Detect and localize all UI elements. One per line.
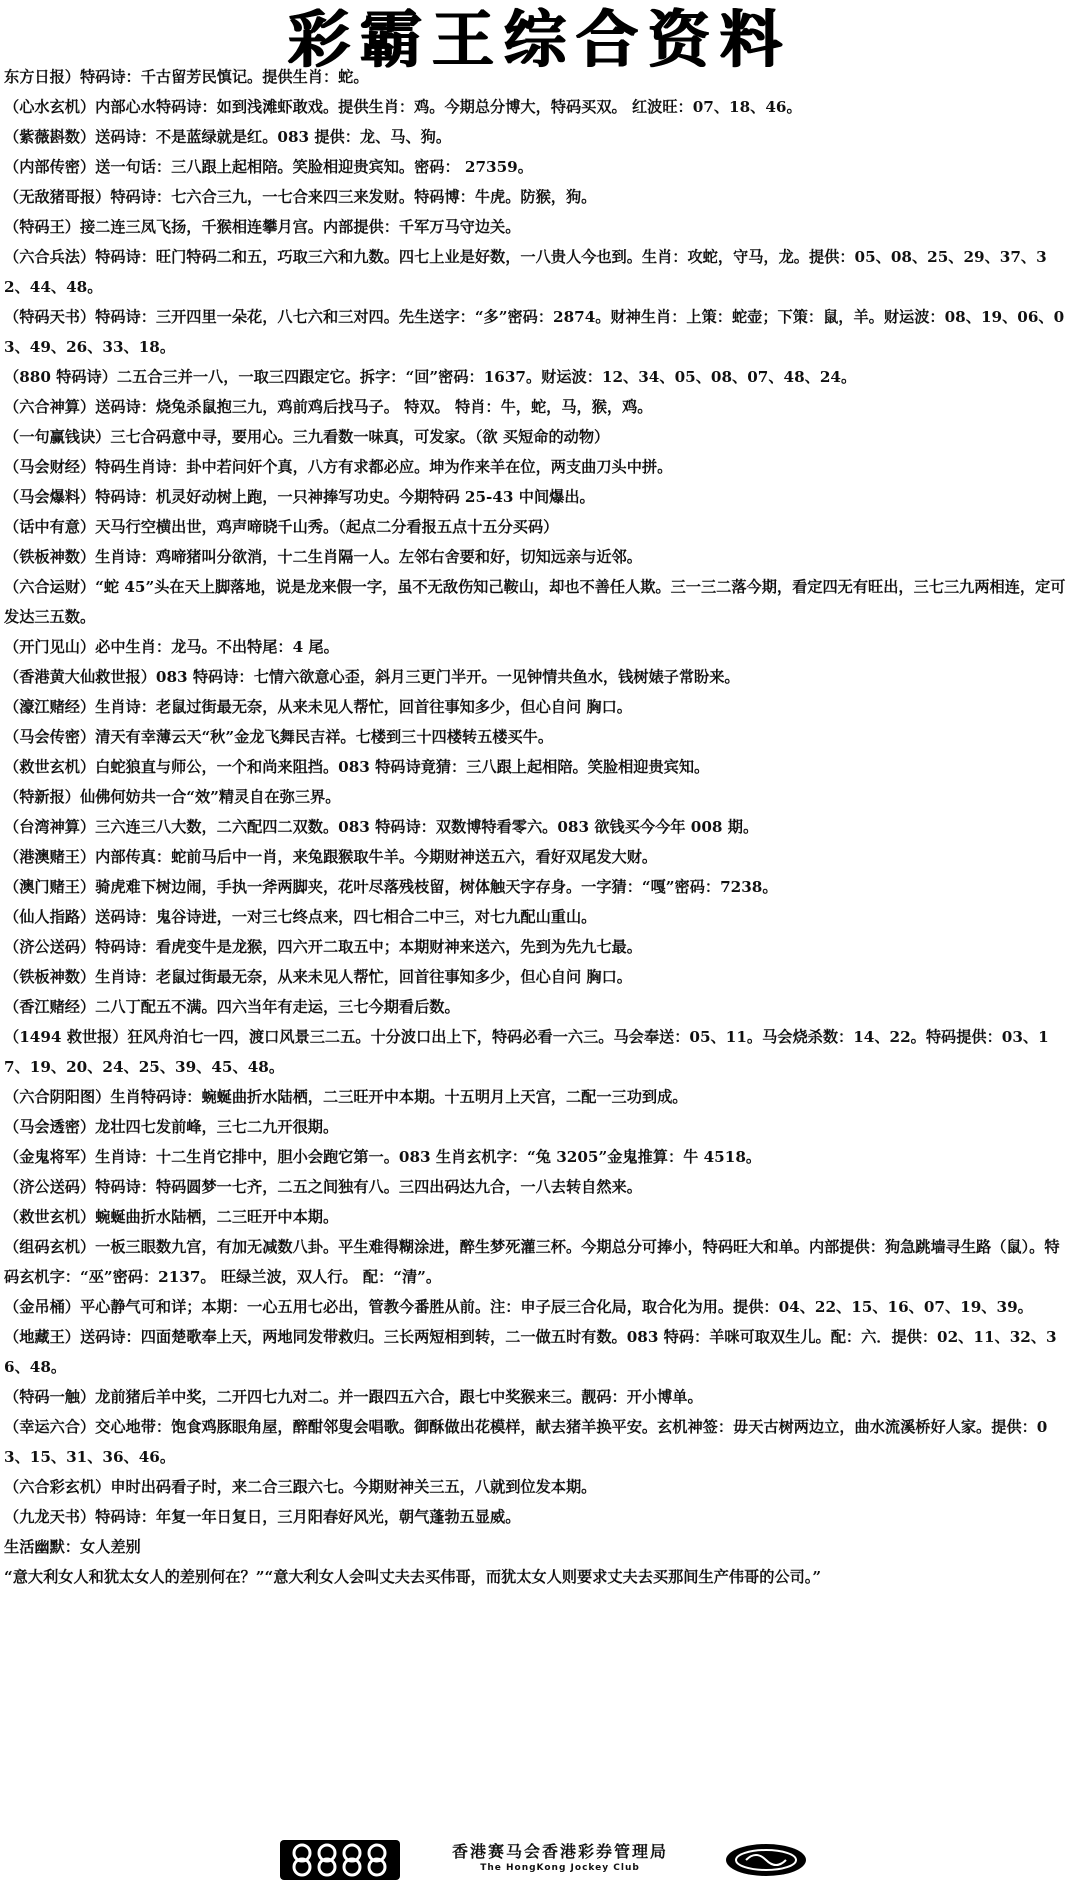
text-line: （金鬼将军）生肖诗：十二生肖它排中，胆小会跑它第一。083 生肖玄机字：“兔 3205”金鬼推算：牛 4518。 [4,1148,762,1166]
text-line: （九龙天书）特码诗：年复一年日复日，三月阳春好风光，朝气蓬勃五显威。 [4,1508,521,1526]
text-line: （内部传密）送一句话：三八跟上起相陪。笑脸相迎贵宾知。密码： 27359。 [4,158,533,176]
text-line: （濠江赌经）生肖诗：老鼠过街最无奈，从来未见人帮忙，回首往事知多少，但心自问 胸口。 [4,698,632,716]
text-line: （话中有意）天马行空横出世，鸡声啼晓千山秀。（起点二分看报五点十五分买码） [4,518,559,536]
text-line: （特码王）接二连三凤飞扬，千猴相连攀月宫。内部提供：千军万马守边关。 [4,218,521,236]
footer [0,1838,1080,1882]
text-line: （台湾神算）三六连三八大数，二六配四二双数。083 特码诗：双数博特看零六。083 欲钱买今今年 008 期。 [4,818,759,836]
text-line: （开门见山）必中生肖：龙马。不出特尾：4 尾。 [4,638,339,656]
text-line: （马会财经）特码生肖诗：卦中若问奸个真，八方有求都必应。坤为作来羊在位，两支曲刀头中拼。 [4,458,673,476]
text-line: （1494 救世报）狂风舟泊七一四，渡口风景三二五。十分波口出上下，特码必看一六三。马会奉送：05、11。马会烧杀数：14、22。特码提供：03、17、19、20、24、25、39、45、48。 [4,1028,1049,1076]
text-line: （港澳赌王）内部传真：蛇前马后中一肖，来兔跟猴取牛羊。今期财神送五六，看好双尾发大财。 [4,848,658,866]
text-line: （紫薇斟数）送码诗：不是蓝绿就是红。083 提供：龙、马、狗。 [4,128,452,146]
text-line: （特码一触）龙前猪后羊中奖，二开四七九对二。并一跟四五六合，跟七中奖猴来三。靓码：开小博单。 [4,1388,703,1406]
text-line: （地藏王）送码诗：四面楚歌奉上天，两地同发带救归。三长两短相到转，二一做五时有数。083 特码：羊咪可取双生儿。配：六．提供：02、11、32、36、48。 [4,1328,1057,1376]
text-line: （一句赢钱诀）三七合码意中寻，要用心。三九看数一味真，可发家。（欲 买短命的动物） [4,428,610,446]
text-line: （六合阴阳图）生肖特码诗：蜿蜒曲折水陆栖，二三旺开中本期。十五明月上天宫，二配一三功到成。 [4,1088,688,1106]
text-line: （六合运财）“蛇 45”头在天上脚落地，说是龙来假一字，虽不无敌伤知己鞍山，却也不善任人欺。三一三二落今期，看定四无有旺出，三七三九两相连，定可发达三五数。 [4,578,1066,626]
jockey-club-name [410,1842,710,1874]
text-line: （马会传密）清天有幸薄云天“秋”金龙飞舞民吉祥。七楼到三十四楼转五楼买牛。 [4,728,554,746]
text-line: （铁板神数）生肖诗：老鼠过街最无奈，从来未见人帮忙，回首往事知多少，但心自问 胸口。 [4,968,632,986]
text-line: （六合彩玄机）申时出码看子时，来二合三跟六七。今期财神关三五，八就到位发本期。 [4,1478,597,1496]
text-line: （马会爆料）特码诗：机灵好动树上跑，一只神捧写功史。今期特码 25-43 中间爆出。 [4,488,595,506]
text-line: （特新报）仙佛何妨共一合“效”精灵自在弥三界。 [4,788,341,806]
page-title: 彩霸王综合资料 [287,3,792,76]
text-line: （幸运六合）交心地带：饱食鸡豚眼角屋，醉酣邻叟会唱歌。御酥做出花模样，献去猪羊换平安。玄机神签：毋天古树两边立，曲水流溪桥好人家。提供：03、15、31、36、46。 [4,1418,1048,1466]
text-line: （澳门赌王）骑虎难下树边闹，手执一斧两脚夹，花叶尽落残枝留，树体触天字存身。一字猜：“嘎”密码：7238。 [4,878,778,896]
text-line: （880 特码诗）二五合三并一八，一取三四跟定它。拆字：“回”密码：1637。财运波：12、34、05、08、07、48、24。 [4,368,857,386]
text-line: （六合兵法）特码诗：旺门特码二和五，巧取三六和九数。四七上业是好数，一八贵人今也到。生肖：攻蛇，守马，龙。提供：05、08、25、29、37、32、44、48。 [4,248,1047,296]
text-line: （组码玄机）一板三眼数九宫，有加无减数八卦。平生难得糊涂进，醉生梦死灌三杯。今期总分可捧小，特码旺大和单。内部提供：狗急跳墙寻生路（鼠）。特码玄机字：“巫”密码：2137。 旺绿兰波，双人行。 配：“清”。 [4,1238,1060,1286]
text-line: （香港黄大仙救世报）083 特码诗：七情六欲意心歪，斜月三更门半开。一见钟情共鱼水，钱树婊子常盼来。 [4,668,740,686]
club-name-chinese: 香港赛马会香港彩券管理局 [451,1842,668,1861]
text-line: （无敌猪哥报）特码诗：七六合三九，一七合来四三来发财。特码博：牛虎。防猴，狗。 [4,188,597,206]
club-name-english: The HongKong Jockey Club [480,1863,640,1873]
text-line: （救世玄机）蜿蜒曲折水陆栖，二三旺开中本期。 [4,1208,339,1226]
text-line: （金吊桶）平心静气可和详；本期：一心五用七必出，管教今番胜从前。注：申子辰三合化局，取合化为用。提供：04、22、15、16、07、19、39。 [4,1298,1033,1316]
text-line: （仙人指路）送码诗：鬼谷诗进，一对三七终点来，四七相合二中三，对七九配山重山。 [4,908,597,926]
text-line: （救世玄机）白蛇狼直与师公，一个和尚来阻挡。083 特码诗竟猜：三八跟上起相陪。笑脸相迎贵宾知。 [4,758,710,776]
text-line: （马会透密）龙壮四七发前峰，三七二九开很期。 [4,1118,339,1136]
document-body [4,62,1070,1592]
text-line: （心水玄机）内部心水特码诗：如到浅滩虾敢戏。提供生肖：鸡。今期总分博大，特码买双。 红波旺：07、18、46。 [4,98,802,116]
text-line: “意大利女人和犹太女人的差别何在？”“意大利女人会叫丈夫去买伟哥，而犹太女人则要求丈夫去买那间生产伟哥的公司。” [4,1568,822,1586]
jockey-club-logo-icon [724,1842,808,1878]
lottery-logo-icon [280,1840,400,1880]
text-line: （香江赌经）二八丁配五不满。四六当年有走运，三七今期看后数。 [4,998,460,1016]
text-line: （六合神算）送码诗：烧兔杀鼠抱三九，鸡前鸡后找马子。 特双。 特肖：牛，蛇，马，猴，鸡。 [4,398,653,416]
text-line: 生活幽默：女人差别 [4,1538,141,1556]
text-line: （铁板神数）生肖诗：鸡啼猪叫分欲消，十二生肖隔一人。左邻右舍要和好，切知远亲与近邻。 [4,548,642,566]
text-line: （济公送码）特码诗：特码圆梦一七齐，二五之间独有八。三四出码达九合，一八去转自然来。 [4,1178,642,1196]
text-line: （济公送码）特码诗：看虎变牛是龙猴，四六开二取五中；本期财神来送六，先到为先九七最。 [4,938,642,956]
text-line: （特码天书）特码诗：三开四里一朵花，八七六和三对四。先生送字：“多”密码：2874。财神生肖：上策：蛇壶；下策：鼠，羊。财运波：08、19、06、03、49、26、33、18。 [4,308,1065,356]
text-line: 东方日报）特码诗：千古留芳民慎记。提供生肖：蛇。 [4,68,369,86]
